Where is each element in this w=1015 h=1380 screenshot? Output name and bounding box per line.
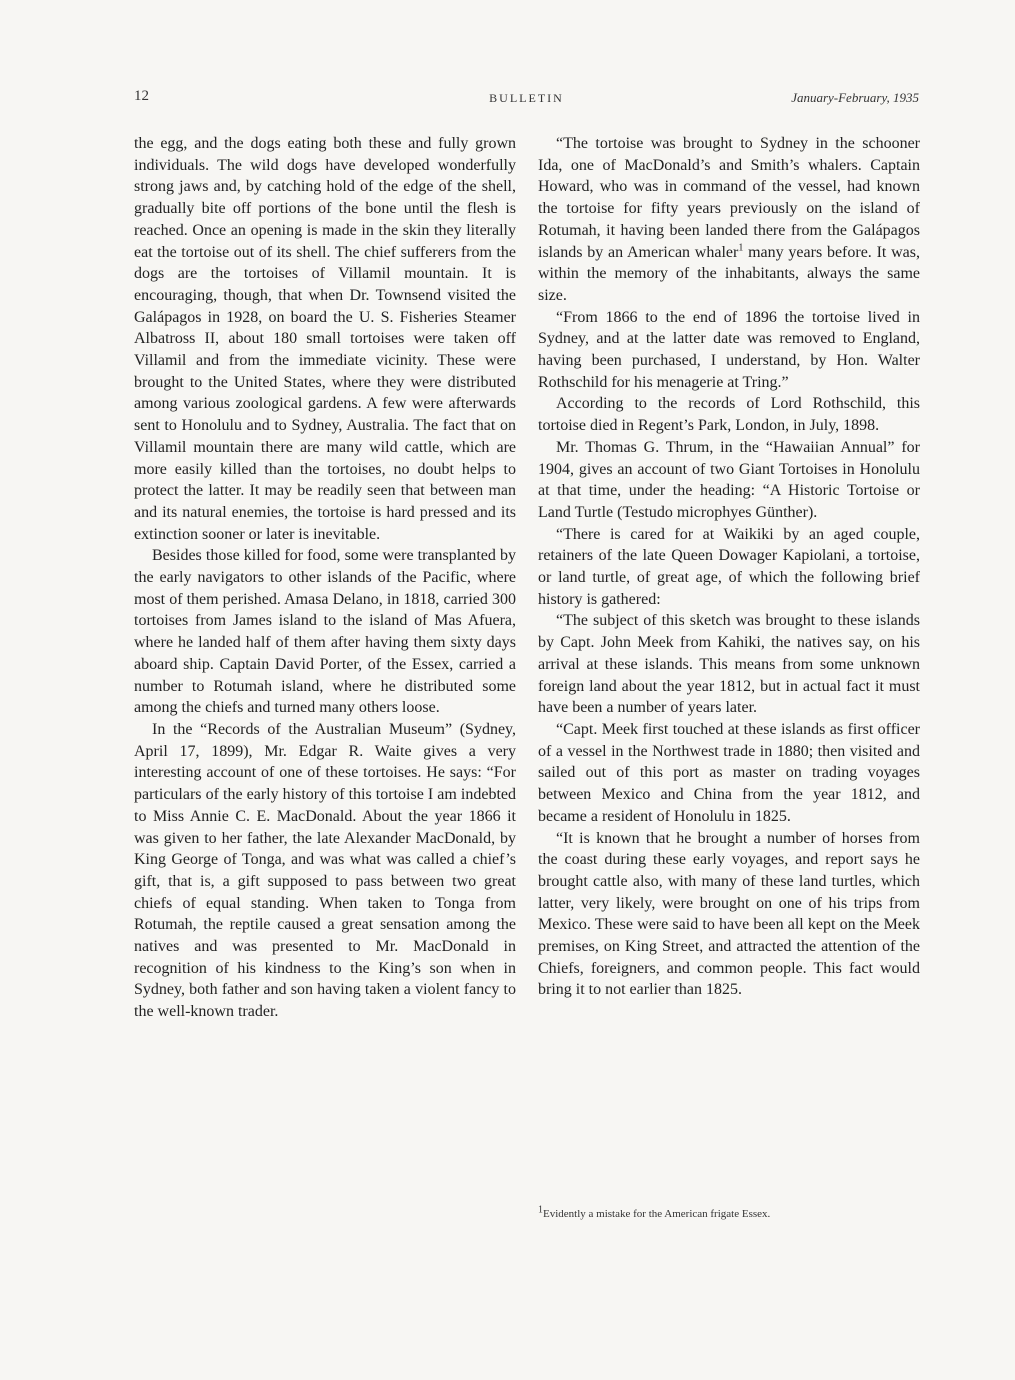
paragraph: Besides those killed for food, some were transplanted by the early navigators to other islands of the Pacific, where most of them perished. Amasa Delano, in 1818, carried 300 tortoises from James island to the island of Mas Afuera, where he landed half of them after having them sixty days aboard ship. Captain David Porter, of the Essex, carried a number to Rotumah island, where he distributed some among the chiefs and turned many others loose.	[134, 547, 516, 717]
paragraph	[538, 133, 920, 307]
paragraph: the egg, and the dogs eating both these and fully grown individuals. The wild dogs have developed wonderfully strong jaws and, by catching hold of the edge of the shell, gradually bite off portions of the bone until the flesh is reached. Once an opening is made in the skin they literally eat the tortoise out of its shell. The chief sufferers from the dogs are the tortoises of Villamil mountain. It is encouraging, though, that when Dr. Townsend visited the Galápagos in 1928, on board the U. S. Fisheries Steamer Albatross II, about 180 small tortoises were taken off Villamil and from the immediate vicinity. These were brought to the United States, where they were distributed among various zoological gardens. A few were afterwards sent to Honolulu and to Sydney, Australia. The fact that on Villamil mountain there are many wild cattle, which are more easily killed than the tortoises, no doubt helps to protect the latter. It may be readily seen that between man and its natural enemies, the tortoise is hard pressed and its extinction sooner or later is inevitable.	[134, 135, 516, 543]
issue-date: January-February, 1935	[791, 90, 919, 105]
paragraph: “From 1866 to the end of 1896 the tortoise lived in Sydney, and at the latter date was removed to England, having been purchased, I understand, by Hon. Walter Rothschild for his menagerie at Tring.”	[538, 308, 920, 391]
footnote-reference: 1	[738, 242, 744, 254]
paragraph: “There is cared for at Waikiki by an aged couple, retainers of the late Queen Dowager Kapiolani, a tortoise, or land turtle, of great age, of which the following brief history is gathered:	[538, 525, 920, 608]
footnote	[538, 1204, 920, 1220]
paragraph-text: many years before. It was, within the memory of the inhabitants, always the same size.	[538, 243, 920, 304]
paragraph-text: “The tortoise was brought to Sydney in the schooner Ida, one of MacDonald’s and Smith’s whalers. Captain Howard, who was in command of the vessel, had known the tortoise for fifty years previously on the island of Rotumah, it having been landed there from the Galápagos islands by an American whaler	[538, 135, 920, 261]
footnote-text: Evidently a mistake for the American frigate Essex.	[543, 1208, 771, 1220]
page-number: 12	[134, 88, 149, 104]
footnote-marker: 1	[538, 1204, 543, 1216]
running-title: BULLETIN	[489, 91, 564, 105]
page-header	[134, 88, 919, 112]
right-column	[538, 133, 920, 1001]
paragraph: Mr. Thomas G. Thrum, in the “Hawaiian Annual” for 1904, gives an account of two Giant Tortoises in Honolulu at that time, under the heading: “A Historic Tortoise or Land Turtle (Testudo microphyes Günther).	[538, 438, 920, 521]
paragraph: “Capt. Meek first touched at these islands as first officer of a vessel in the Northwest trade in 1880; then visited and sailed out of this port as master on trading voyages between Mexico and China from the year 1812, and became a resident of Honolulu in 1825.	[538, 720, 920, 825]
paragraph: In the “Records of the Australian Museum” (Sydney, April 17, 1899), Mr. Edgar R. Waite gives a very interesting account of one of these tortoises. He says: “For particulars of the early history of this tortoise I am indebted to Miss Annie C. E. MacDonald. About the year 1866 it was given to her father, the late Alexander MacDonald, by King George of Tonga, and was what was called a chief’s gift, that is, a gift supposed to pass between two great chiefs of equal standing. When taken to Tonga from Rotumah, the reptile caused a great sensation among the natives and was presented to Mr. MacDonald in recognition of his kindness to the King’s son when in Sydney, both father and son having taken a violent fancy to the well-known trader.	[134, 720, 516, 1021]
paragraph: “It is known that he brought a number of horses from the coast during these early voyages, and report says he brought cattle also, with many of these land turtles, which latter, very likely, were brought on one of his trips from Mexico. These were said to have been all kept on the Meek premises, on King Street, and attracted the attention of the Chiefs, foreigners, and common people. This fact would bring it to not earlier than 1825.	[538, 829, 920, 999]
left-column	[134, 133, 516, 1023]
paragraph: “The subject of this sketch was brought to these islands by Capt. John Meek from Kahiki, the natives say, on his arrival at these islands. This means from some unknown foreign land about the year 1812, but in actual fact it must have been a number of years later.	[538, 612, 920, 717]
paragraph: According to the records of Lord Rothschild, this tortoise died in Regent’s Park, London, in July, 1898.	[538, 395, 920, 435]
